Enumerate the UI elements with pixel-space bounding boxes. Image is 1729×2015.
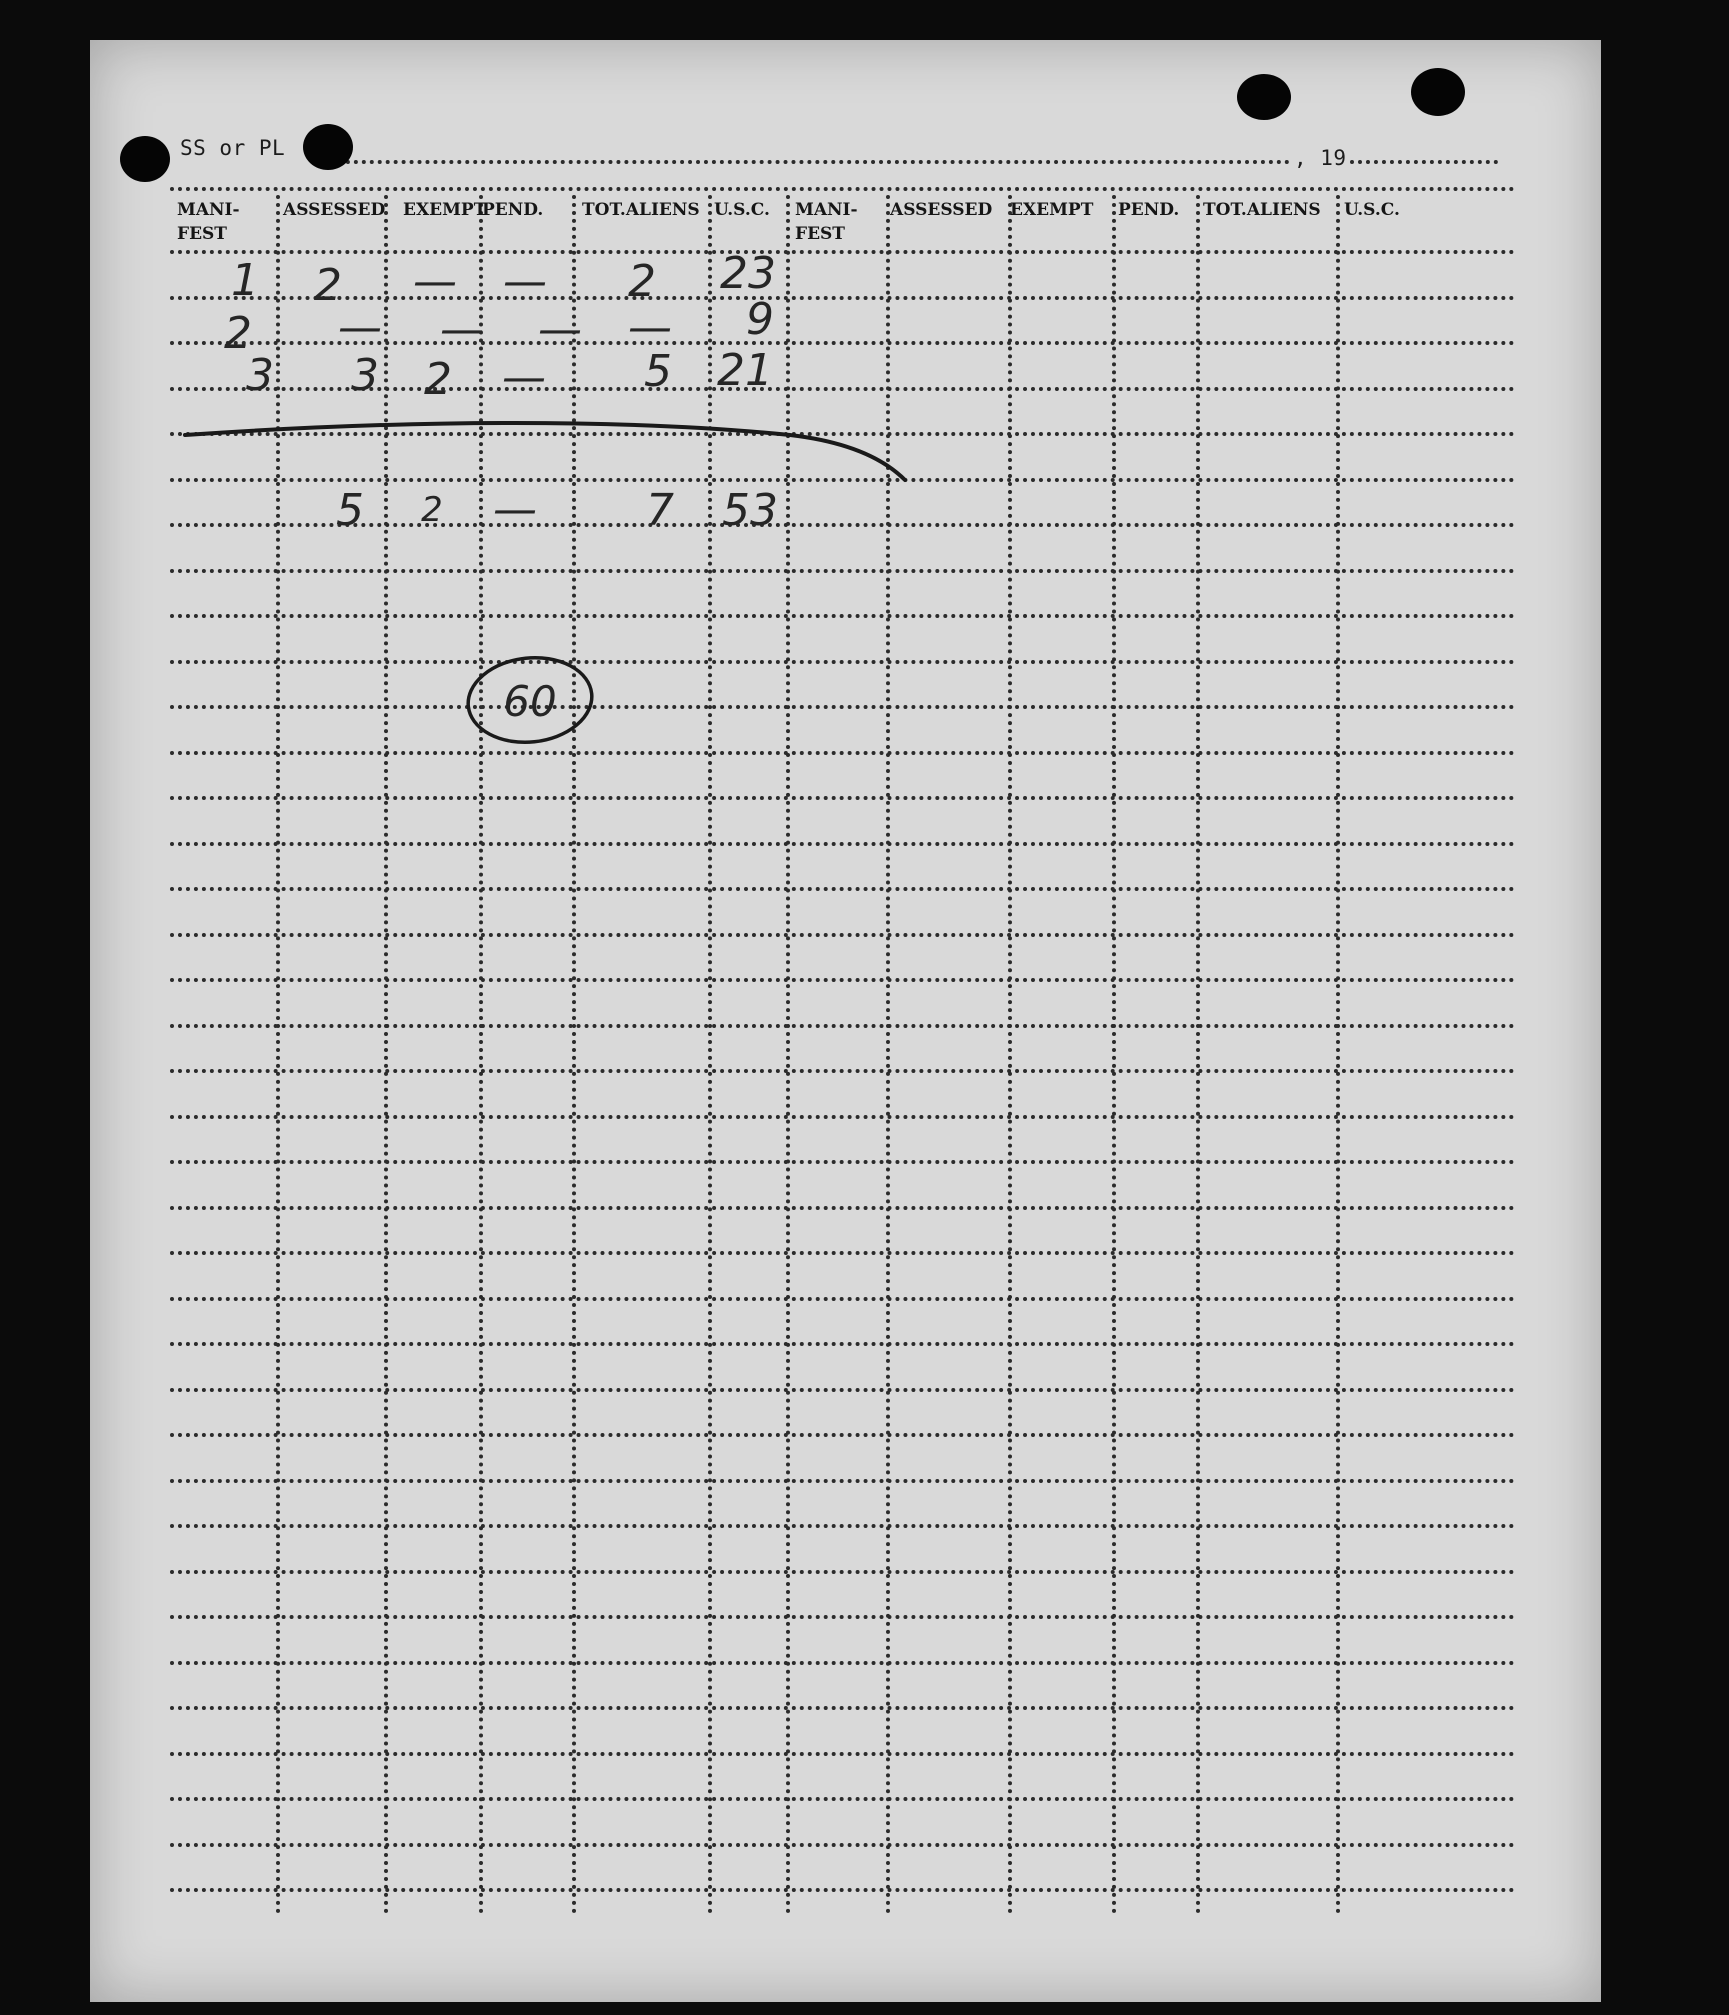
- entry-exempt: —: [413, 256, 457, 307]
- entry-pend: —: [502, 352, 546, 403]
- col-header-manifest: MANI- FEST: [177, 200, 240, 244]
- grand-total-circle: [464, 652, 596, 749]
- entry-manifest: 2: [224, 308, 252, 359]
- total-exempt: 2: [421, 490, 443, 530]
- total-pend: —: [493, 484, 537, 535]
- total-assessed: 5: [336, 485, 364, 536]
- entry-usc: 9: [746, 294, 774, 345]
- col-header-usc: U.S.C.: [714, 200, 770, 220]
- entry-exempt: —: [440, 304, 484, 355]
- col-header-exempt: EXEMPT: [403, 200, 487, 220]
- year-prefix: , 19: [1294, 146, 1347, 170]
- entry-exempt: 2: [424, 354, 452, 405]
- total-underline: [185, 423, 905, 480]
- entry-tot-aliens: 5: [644, 346, 672, 397]
- entry-assessed: 2: [314, 260, 342, 311]
- entry-assessed: —: [338, 302, 382, 353]
- entry-tot-aliens: 2: [628, 256, 656, 307]
- entry-manifest: 1: [231, 255, 259, 306]
- entry-pend: —: [503, 256, 547, 307]
- entry-pend: —: [538, 304, 582, 355]
- col-header-pend: PEND.: [482, 200, 544, 220]
- total-tot-aliens: 7: [646, 485, 674, 536]
- vessel-label: SS or PL: [180, 136, 286, 160]
- col-header-manifest: MANI- FEST: [795, 200, 858, 244]
- entry-usc: 21: [717, 345, 773, 396]
- col-header-exempt: EXEMPT: [1010, 200, 1094, 220]
- entry-usc: 23: [720, 248, 776, 299]
- col-header-tot-aliens: TOT.ALIENS: [1203, 200, 1321, 220]
- entry-tot-aliens: —: [628, 302, 672, 353]
- col-header-pend: PEND.: [1118, 200, 1180, 220]
- col-header-usc: U.S.C.: [1344, 200, 1400, 220]
- entry-manifest: 3: [246, 350, 274, 401]
- col-header-tot-aliens: TOT.ALIENS: [582, 200, 700, 220]
- total-usc: 53: [722, 485, 778, 536]
- entry-assessed: 3: [351, 350, 379, 401]
- col-header-assessed: ASSESSED: [890, 200, 993, 220]
- grand-total: 60: [503, 677, 557, 726]
- col-header-assessed: ASSESSED: [283, 200, 386, 220]
